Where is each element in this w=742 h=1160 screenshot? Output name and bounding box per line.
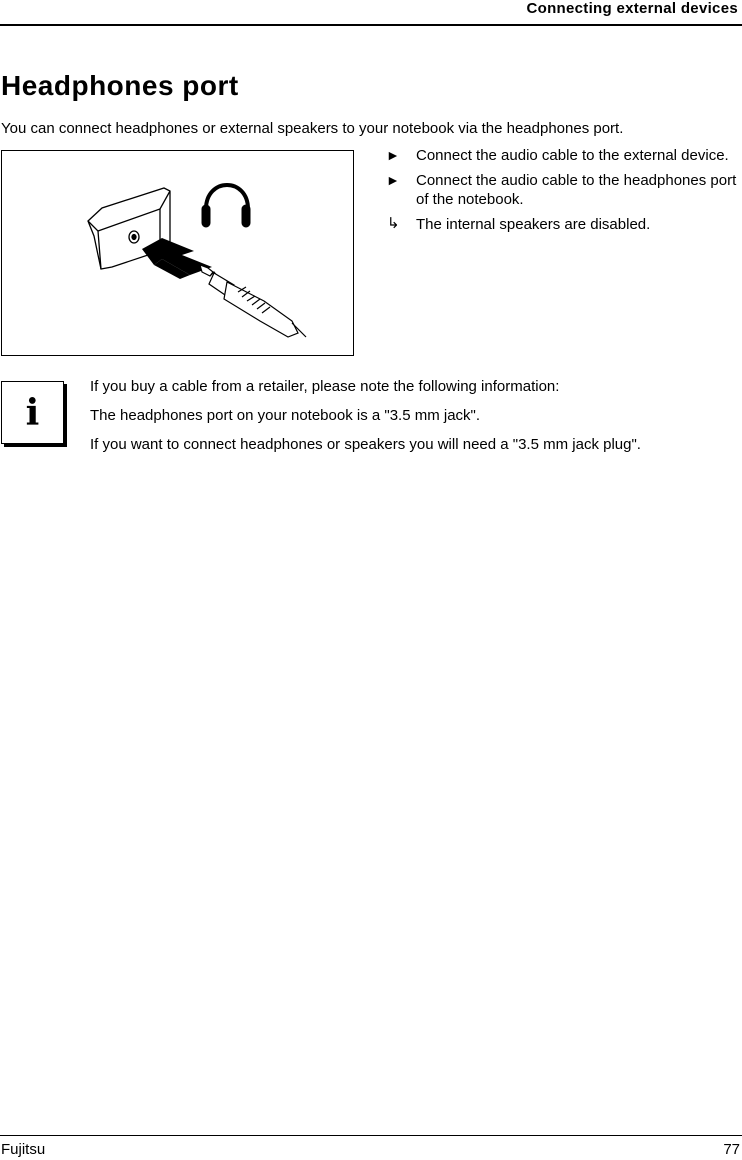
instruction-steps [386,146,742,240]
footer-brand: Fujitsu [1,1141,46,1158]
result-arrow-icon: ↳ [387,215,400,232]
step-connect-notebook [386,171,742,209]
jack-plug [198,265,306,337]
page-title: Headphones port [1,70,239,101]
headphones-jack-illustration [2,151,355,357]
insert-arrow-icon [142,238,212,279]
step-result [386,215,742,234]
step-text: Connect the audio cable to the external device. [416,147,729,164]
step-arrow-icon: ► [386,147,400,163]
running-header: Connecting external devices [526,0,738,17]
headphones-icon [202,185,250,227]
page-number: 77 [723,1141,740,1158]
info-line: If you want to connect headphones or speakers you will need a "3.5 mm jack plug". [90,436,641,453]
header-divider [0,24,742,26]
info-glyph: i [25,391,40,434]
step-text: Connect the audio cable to the headphones port of the notebook. [416,172,737,208]
intro-paragraph: You can connect headphones or external speakers to your notebook via the headphones port. [1,120,624,137]
step-text: The internal speakers are disabled. [416,216,651,233]
connection-figure [1,150,354,356]
step-arrow-icon: ► [386,172,400,188]
footer-divider [0,1135,742,1136]
info-line: If you buy a cable from a retailer, please note the following information: [90,378,560,395]
info-note [90,378,740,465]
info-icon [1,381,64,444]
step-connect-device [386,146,742,165]
info-line: The headphones port on your notebook is a "3.5 mm jack". [90,407,481,424]
